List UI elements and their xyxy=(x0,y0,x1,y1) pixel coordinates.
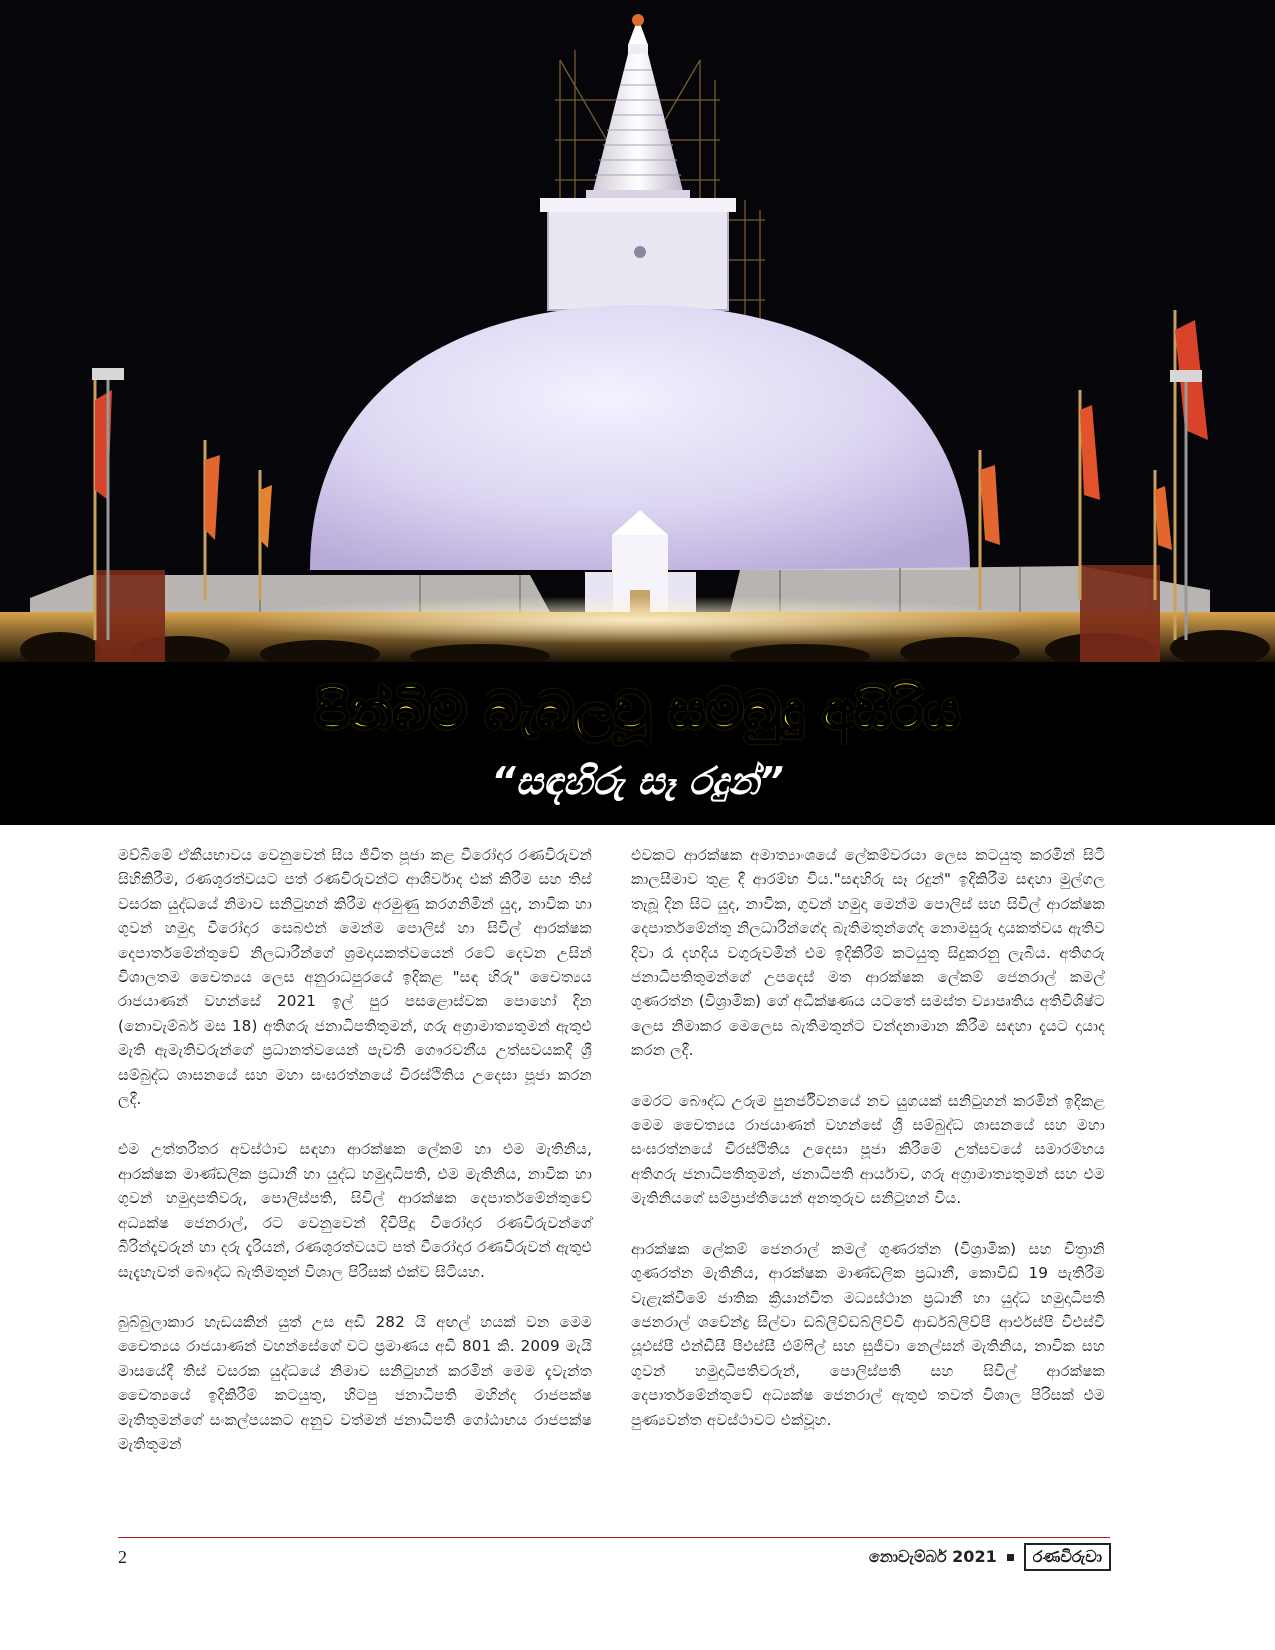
paragraph: එම උත්තරීතර අවස්ථාව සඳහා ආරක්ෂක ලේකම් හා එම මැතිනිය, ආරක්ෂක මාණ්ඩලික ප්‍රධානී හා යුද්ධ හමුදාධිපති, එම මැතිනිය, නාවික හා ගුවන් හමුදාපතිවරු, පොලිස්පති, සිවිල් ආරක්ෂක දෙපාර්තමේන්තුවේ අධ්‍යක්ෂ ජෙනරාල්, රට වෙනුවෙන් දිවිපිදූ වීරෝදාර රණවිරුවන්ගේ බිරින්දෑවරුන් හා දරු දැරියන්, රණශූරත්වයට පත් වීරෝදාර රණවිරුවන් ඇතුළු සැදැහැවත් බෞද්ධ බැතිමතුන් විශාල පිරිසක් එක්ව සිටියහ. xyxy=(118,1140,592,1281)
title-band xyxy=(0,662,1275,825)
issue-date: නොවැම්බර් 2021 xyxy=(868,1547,997,1566)
paragraph: බුබ්බුලාකාර හැඩයකින් යුත් උස අඩි 282 යි අඟල් හයක් වන මෙම චෛත්‍යය රාජයාණන් වහන්සේගේ වට ප්‍රමාණය අඩි 801 කි. 2009 මැයි මාසයේදී තිස් වසරක යුද්ධයේ නිමාව සනිටුහන් කරමින් මෙම දැවැන්ත චෛත්‍යයේ ඉදිකිරීම් කටයුතු, හිටපු ජනාධිපති මහින්ද රාජපක්ෂ මැතිතුමන්ගේ සංකල්පයකට අනුව වත්මන් ජනාධිපති ගෝඨාභය රාජපක්ෂ මැතිතුමන් xyxy=(118,1312,592,1453)
paragraph: මෙරට බෞද්ධ උරුම පුනර්ජීවනයේ නව යුගයක් සනිටුහන් කරමින් ඉදිකළ මෙම චෛත්‍යය රාජයාණන් වහන්සේ ශ්‍රී සම්බුද්ධ ශාසනයේ සහ මහා සංඝරත්නයේ චිරස්ථිතිය උදෙසා පූජා කිරීමේ උත්සවයේ සමාරම්භය අතිගරු ජනාධිපතිතුමන්, ජනාධිපති ආර්යාව, ගරු අග්‍රාමාත්‍යතුමන් සහ එම මැතිනියගේ සම්ප්‍රාප්තියෙන් අනතුරුව සනිටුහන් විය. xyxy=(631,1091,1105,1208)
stupa-illustration xyxy=(0,0,1275,662)
article-title: පින්බිම බැබලවූ සම්බුදු අසිරිය xyxy=(314,681,961,741)
paragraph: මව්බිමේ ඒකීයභාවය වෙනුවෙන් සිය ජීවිත පූජා කළ වීරෝදාර රණවිරුවන් සිහිකිරීම, රණශූරත්වයට පත් රණවිරුවන්ට ආශිර්වාද එක් කිරීම සහ තිස් වසරක යුද්ධයේ නිමාව සනිටුහන් කිරීම අරමුණු කරගනිමින් යුද, නාවික හා ගුවන් හමුදා වීරෝදාර සෙබළුන් මෙන්ම පොලිස් හා සිවිල් ආරක්ෂක දෙපාර්තමේන්තුවේ නිලධාරීන්ගේ ශ්‍රමදායකත්වයෙන් රටේ දෙවන උසින් විශාලතම චෛත්‍යය ලෙස අනුරාධපුරයේ ඉදිකළ "සඳ හිරු" චෛත්‍යය රාජයාණන් වහන්සේ 2021 ඉල් පුර පසළොස්වක පොහෝ දින (නොවැම්බර් මස 18) අතිගරු ජනාධිපතිතුමන්, ගරු අග්‍රාමාත්‍යතුමන් ඇතුළු මැති ඇමැතිවරුන්ගේ ප්‍රධානත්වයෙන් පැවති ගෞරවනීය උත්සවයකදී ශ්‍රී සම්බුද්ධ ශාසනයේ සහ මහා සංඝරත්නයේ චිරස්ථිතිය උදෙසා පූජා කරන ලදී. xyxy=(118,846,592,1109)
page-number: 2 xyxy=(118,1547,127,1567)
paragraph: එවකට ආරක්ෂක අමාත්‍යාංශයේ ලේකම්වරයා ලෙස කටයුතු කරමින් සිටි කාලසීමාව තුළ දී ආරම්භ විය."සඳහිරු සෑ රදුන්" ඉදිකිරීම සඳහා මුල්ගල තැබූ දින සිට යුද, නාවික, ගුවන් හමුදා මෙන්ම පොලිස් සහ සිවිල් ආරක්ෂක දෙපාර්තමේන්තු නිලධාරීන්ගේද බැතිමතුන්ගේද නොමසුරු දායකත්වය ඇතිව දිවා රෑ දහදිය වගුරුවමින් එම ඉදිකිරීම් කටයුතු සිදුකරනු ලැබීය. අතිගරු ජනාධිපතිතුමන්ගේ උපදෙස් මත ආරක්ෂක ලේකම් ජෙනරාල් කමල් ගුණරත්න (විශ්‍රාමික) ගේ අධීක්ෂණය යටතේ සමස්ත ව්‍යාපෘතිය අතිවිශිෂ්ට ලෙස නිමාකර මෙලෙස බැතිමතුන්ට වන්දනාමාන කිරීම සඳහා දැයට දායාද කරන ලදී. xyxy=(631,846,1105,1060)
paragraph: ආරක්ෂක ලේකම් ජෙනරාල් කමල් ගුණරත්න (විශ්‍රාමික) සහ චිත්‍රානි ගුණරත්න මැතිනිය, ආරක්ෂක මාණ්ඩලික ප්‍රධානී, කොවිඩ් 19 පැතිරීම වැළැක්වීමේ ජාතික ක්‍රියාන්විත මධ්‍යස්ථාන ප්‍රධානී හා යුද්ධ හමුදාධිපති ජෙනරාල් ශවේන්ද්‍ර සිල්වා ඩබ්ලිව්ඩබ්ලිව්වී ආර්ඩබ්ලිව්පී ආර්එස්පී වීඑස්වී යූඑස්පී එන්ඩීසී පීඑස්සී එම්ෆිල් සහ සුජීවා නෙල්සන් මැතිනිය, නාවික සහ ගුවන් හමුදාධිපතිවරුන්, පොලිස්පති සහ සිවිල් ආරක්ෂක දෙපාර්තමේන්තුවේ අධ්‍යක්ෂ ජෙනරාල් ඇතුළු තවත් විශාල පිරිසක් එම පුණ්‍යවන්ත අවස්ථාවට එක්වූහ. xyxy=(631,1239,1105,1429)
footer-masthead xyxy=(869,1543,1111,1571)
article-body xyxy=(118,843,1110,1533)
left-column xyxy=(118,843,592,1482)
magazine-logo: රණවිරුවා xyxy=(1024,1543,1111,1571)
footer-rule xyxy=(118,1537,1110,1538)
hero-photo xyxy=(0,0,1275,662)
right-column xyxy=(631,843,1105,1458)
square-bullet-icon xyxy=(1007,1554,1014,1561)
article-subtitle: “සඳහිරු සෑ රදුන්” xyxy=(491,759,784,803)
